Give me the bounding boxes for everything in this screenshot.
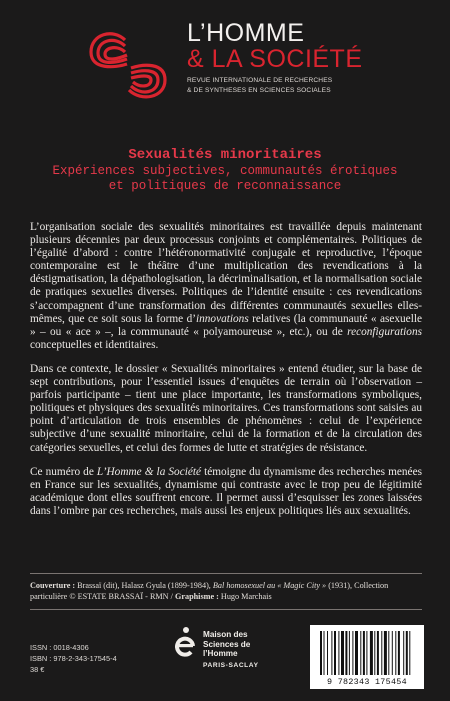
p3-text-b: témoigne du dynamisme des recherches menées en France sur les sexualités, dynamisme qui contraste avec le trop peu de légitimité académique dont elles souffrent encore. Il permet aussi d’esquisser les zones laissées dans l’ombre par ces recherches, mais aussi les enjeux politiques liés aux sexualités. xyxy=(30,465,422,517)
divider-bottom xyxy=(30,609,422,610)
p3-text-a: Ce numéro de xyxy=(30,465,97,478)
journal-title xyxy=(187,20,363,72)
journal-title-line2: & LA SOCIÉTÉ xyxy=(187,45,363,73)
graphisme-label: Graphisme : xyxy=(174,592,219,601)
credits-label: Couverture : xyxy=(30,581,76,590)
p1-emphasis-2: reconfigurations xyxy=(347,325,422,338)
divider-top xyxy=(30,573,422,574)
credits-work-title: Bal homosexuel au « Magic City » xyxy=(212,581,327,590)
p1-emphasis-1: innovations xyxy=(196,312,249,325)
paragraph-2: Dans ce contexte, le dossier « Sexualités minoritaires » entend étudier, sur la base de sept contributions, pour l’essentiel issues d’enquêtes de terrain où l’observation – parfois participante – tient une place importante, les transformations symboliques, politiques et physiques des sexualités minoritaires. Ces transformations sont saisies au point d’articulation de trois ensembles de phénomènes : celui de l’expérience subjective d’une sexualité minoritaire, celui de la formation et de la circulation des catégories sexuelles, et celui des formes de lutte et stratégies de résistance. xyxy=(30,362,422,454)
dossier-subtitle-line1: Expériences subjectives, communautés érotiques xyxy=(52,164,398,178)
dossier-heading xyxy=(0,146,450,194)
p1-text-a: L’organisation sociale des sexualités minoritaires est travaillée depuis maintenant plusieurs décennies par deux processus conjoints et complémentaires. Politiques de l’égalité d’abord : contre l’hétéronormativité conjugale et reproductive, l’époque contemporaine est le théâtre d’une multiplication des revendications à la déstigmatisation, la dépathologisation, la décriminalisation, et la normalisation sociale de pratiques sexuelles diverses. Politiques de l’identité ensuite : ces revendications s’accompagnent d’une transformation des différentes communautés sexuelles elles-mêmes, que ce soit sous la forme d’ xyxy=(30,221,422,325)
p1-text-b: relatives (la communauté « asexuelle » – ou « ace » –, la communauté « polyamoureuse », etc.), ou de xyxy=(30,312,422,338)
credits-text-a: Brassaï (dit), Halasz Gyula (1899-1984), xyxy=(75,581,213,590)
journal-subtitle-line1: REVUE INTERNATIONALE DE RECHERCHES xyxy=(187,77,333,84)
barcode xyxy=(310,625,424,689)
journal-title-line1: L’HOMME xyxy=(187,19,305,47)
back-cover-text xyxy=(30,221,422,529)
p3-emphasis: L’Homme & la Société xyxy=(96,465,202,478)
paragraph-3 xyxy=(30,466,422,518)
publisher-line1: Maison des xyxy=(203,630,248,639)
graphisme-name: Hugo Marchais xyxy=(218,592,272,601)
journal-subtitle xyxy=(187,76,332,96)
publisher-line2: Sciences de xyxy=(203,639,251,649)
p1-text-c: conceptuelles et identitaires. xyxy=(30,338,159,351)
cover-credits xyxy=(30,580,422,602)
issn-text: ISSN : 0018-4306 xyxy=(30,643,89,652)
barcode-number: 9 782343 175454 xyxy=(327,677,407,687)
dossier-title: Sexualités minoritaires xyxy=(128,147,322,163)
barcode-bars xyxy=(310,627,424,679)
journal-logo xyxy=(83,26,173,106)
price-text: 38 € xyxy=(30,665,45,674)
publisher-line3: l’Homme xyxy=(203,649,238,658)
paragraph-1 xyxy=(30,221,422,352)
credits-text-b: (1931), Collection particulière © ESTATE BRASSAÏ - RMN / xyxy=(30,581,389,601)
isbn-text: ISBN : 978-2-343-17545-4 xyxy=(30,654,117,663)
publisher-line4: PARIS-SACLAY xyxy=(203,661,259,669)
isbn-block xyxy=(30,642,117,675)
journal-subtitle-line2: & DE SYNTHESES EN SCIENCES SOCIALES xyxy=(187,87,331,94)
publisher-name xyxy=(203,630,259,670)
dossier-subtitle-line2: et politiques de reconnaissance xyxy=(108,179,342,193)
publisher-logo-icon xyxy=(175,626,197,660)
